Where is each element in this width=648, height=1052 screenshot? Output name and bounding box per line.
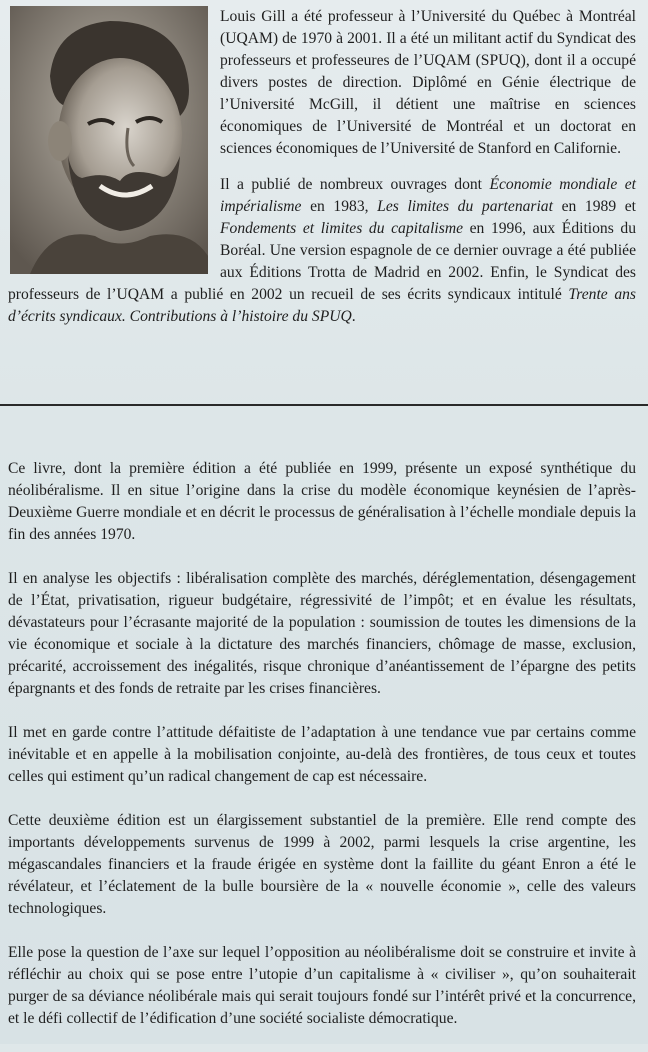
description-paragraph-5: Elle pose la question de l’axe sur lequel l’opposition au néolibéralisme doit se construire et invite à réfléchir au choix qui se pose entre l’utopie d’un capitalisme à « civiliser », qu’on souhaiterait purger de sa déviance néolibérale mais qui serait toujours fondé sur l’intérêt privé et la concurrence, et le défi collectif de l’édification d’une société socialiste démocratique.	[8, 944, 636, 1027]
bio-paragraph-1: Louis Gill a été professeur à l’Université du Québec à Montréal (UQAM) de 1970 à 2001. Il a été un militant actif du Syndicat des professeurs et professeures de l’UQAM (SPUQ), dont il a occupé divers postes de direction. Diplômé en Génie électrique de l’Université McGill, il détient une maîtrise en sciences économiques de l’Université de Montréal et un doctorat en sciences économiques de l’Université de Stanford en Californie.	[220, 8, 636, 157]
book-title: Trente ans d’écrits syndicaux. Contributions à l’histoire du SPUQ	[8, 286, 636, 325]
bio-text: .	[351, 308, 356, 325]
description-paragraph-4: Cette deuxième édition est un élargissement substantiel de la première. Elle rend compte des importants développements survenus de 1999 à 2002, parmi lesquels la crise argentine, les mégascandales financiers et la fraude érigée en système dont la faillite du géant Enron a été le révélateur, et l’éclatement de la bulle boursière de la « nouvelle économie », celle des valeurs technologiques.	[8, 812, 636, 917]
description-paragraph-3: Il met en garde contre l’attitude défaitiste de l’adaptation à une tendance vue par certains comme inévitable et en appelle à la mobilisation conjointe, au-delà des frontières, de tous ceux et toutes celles qui estiment qu’un radical changement de cap est nécessaire.	[8, 724, 636, 785]
bio-text: Il a publié de nombreux ouvrages dont	[220, 176, 490, 193]
book-title: Fondements et limites du capitalisme	[220, 220, 464, 237]
book-title: Économie mondiale et impérialisme	[220, 176, 636, 215]
bio-text: en 1996, aux Éditions du Boréal. Une version espagnole de ce dernier ouvrage a été publiée aux Éditions Trotta de Madrid en 2002. Enfin, le Syndicat des professeurs de l’UQAM a publié en 2002 un recueil de ses écrits syndicaux intitulé	[8, 220, 636, 303]
author-biography	[8, 6, 636, 328]
book-description	[8, 458, 636, 1052]
bio-text: en 1983,	[301, 198, 378, 215]
description-paragraph-2: Il en analyse les objectifs : libéralisation complète des marchés, déréglementation, désengagement de l’État, privatisation, rigueur budgétaire, régressivité de l’impôt; et en évalue les résultats, dévastateurs pour l’écrasante majorité de la population : soumission de toutes les dimensions de la vie économique et sociale à la dictature des marchés financiers, chômage de masse, exclusion, précarité, accroissement des inégalités, risque chronique d’anéantissement de l’épargne des petits épargnants et des fonds de retraite par les crises financières.	[8, 570, 636, 697]
bio-text: en 1989 et	[552, 198, 637, 215]
description-paragraph-1: Ce livre, dont la première édition a été publiée en 1999, présente un exposé synthétique du néolibéralisme. Il en situe l’origine dans la crise du modèle économique keynésien de l’après-Deuxième Guerre mondiale et en décrit le processus de généralisation à l’échelle mondiale depuis la fin des années 1970.	[8, 460, 636, 543]
book-title: Les limites du partenariat	[377, 198, 553, 215]
section-divider	[0, 404, 648, 406]
